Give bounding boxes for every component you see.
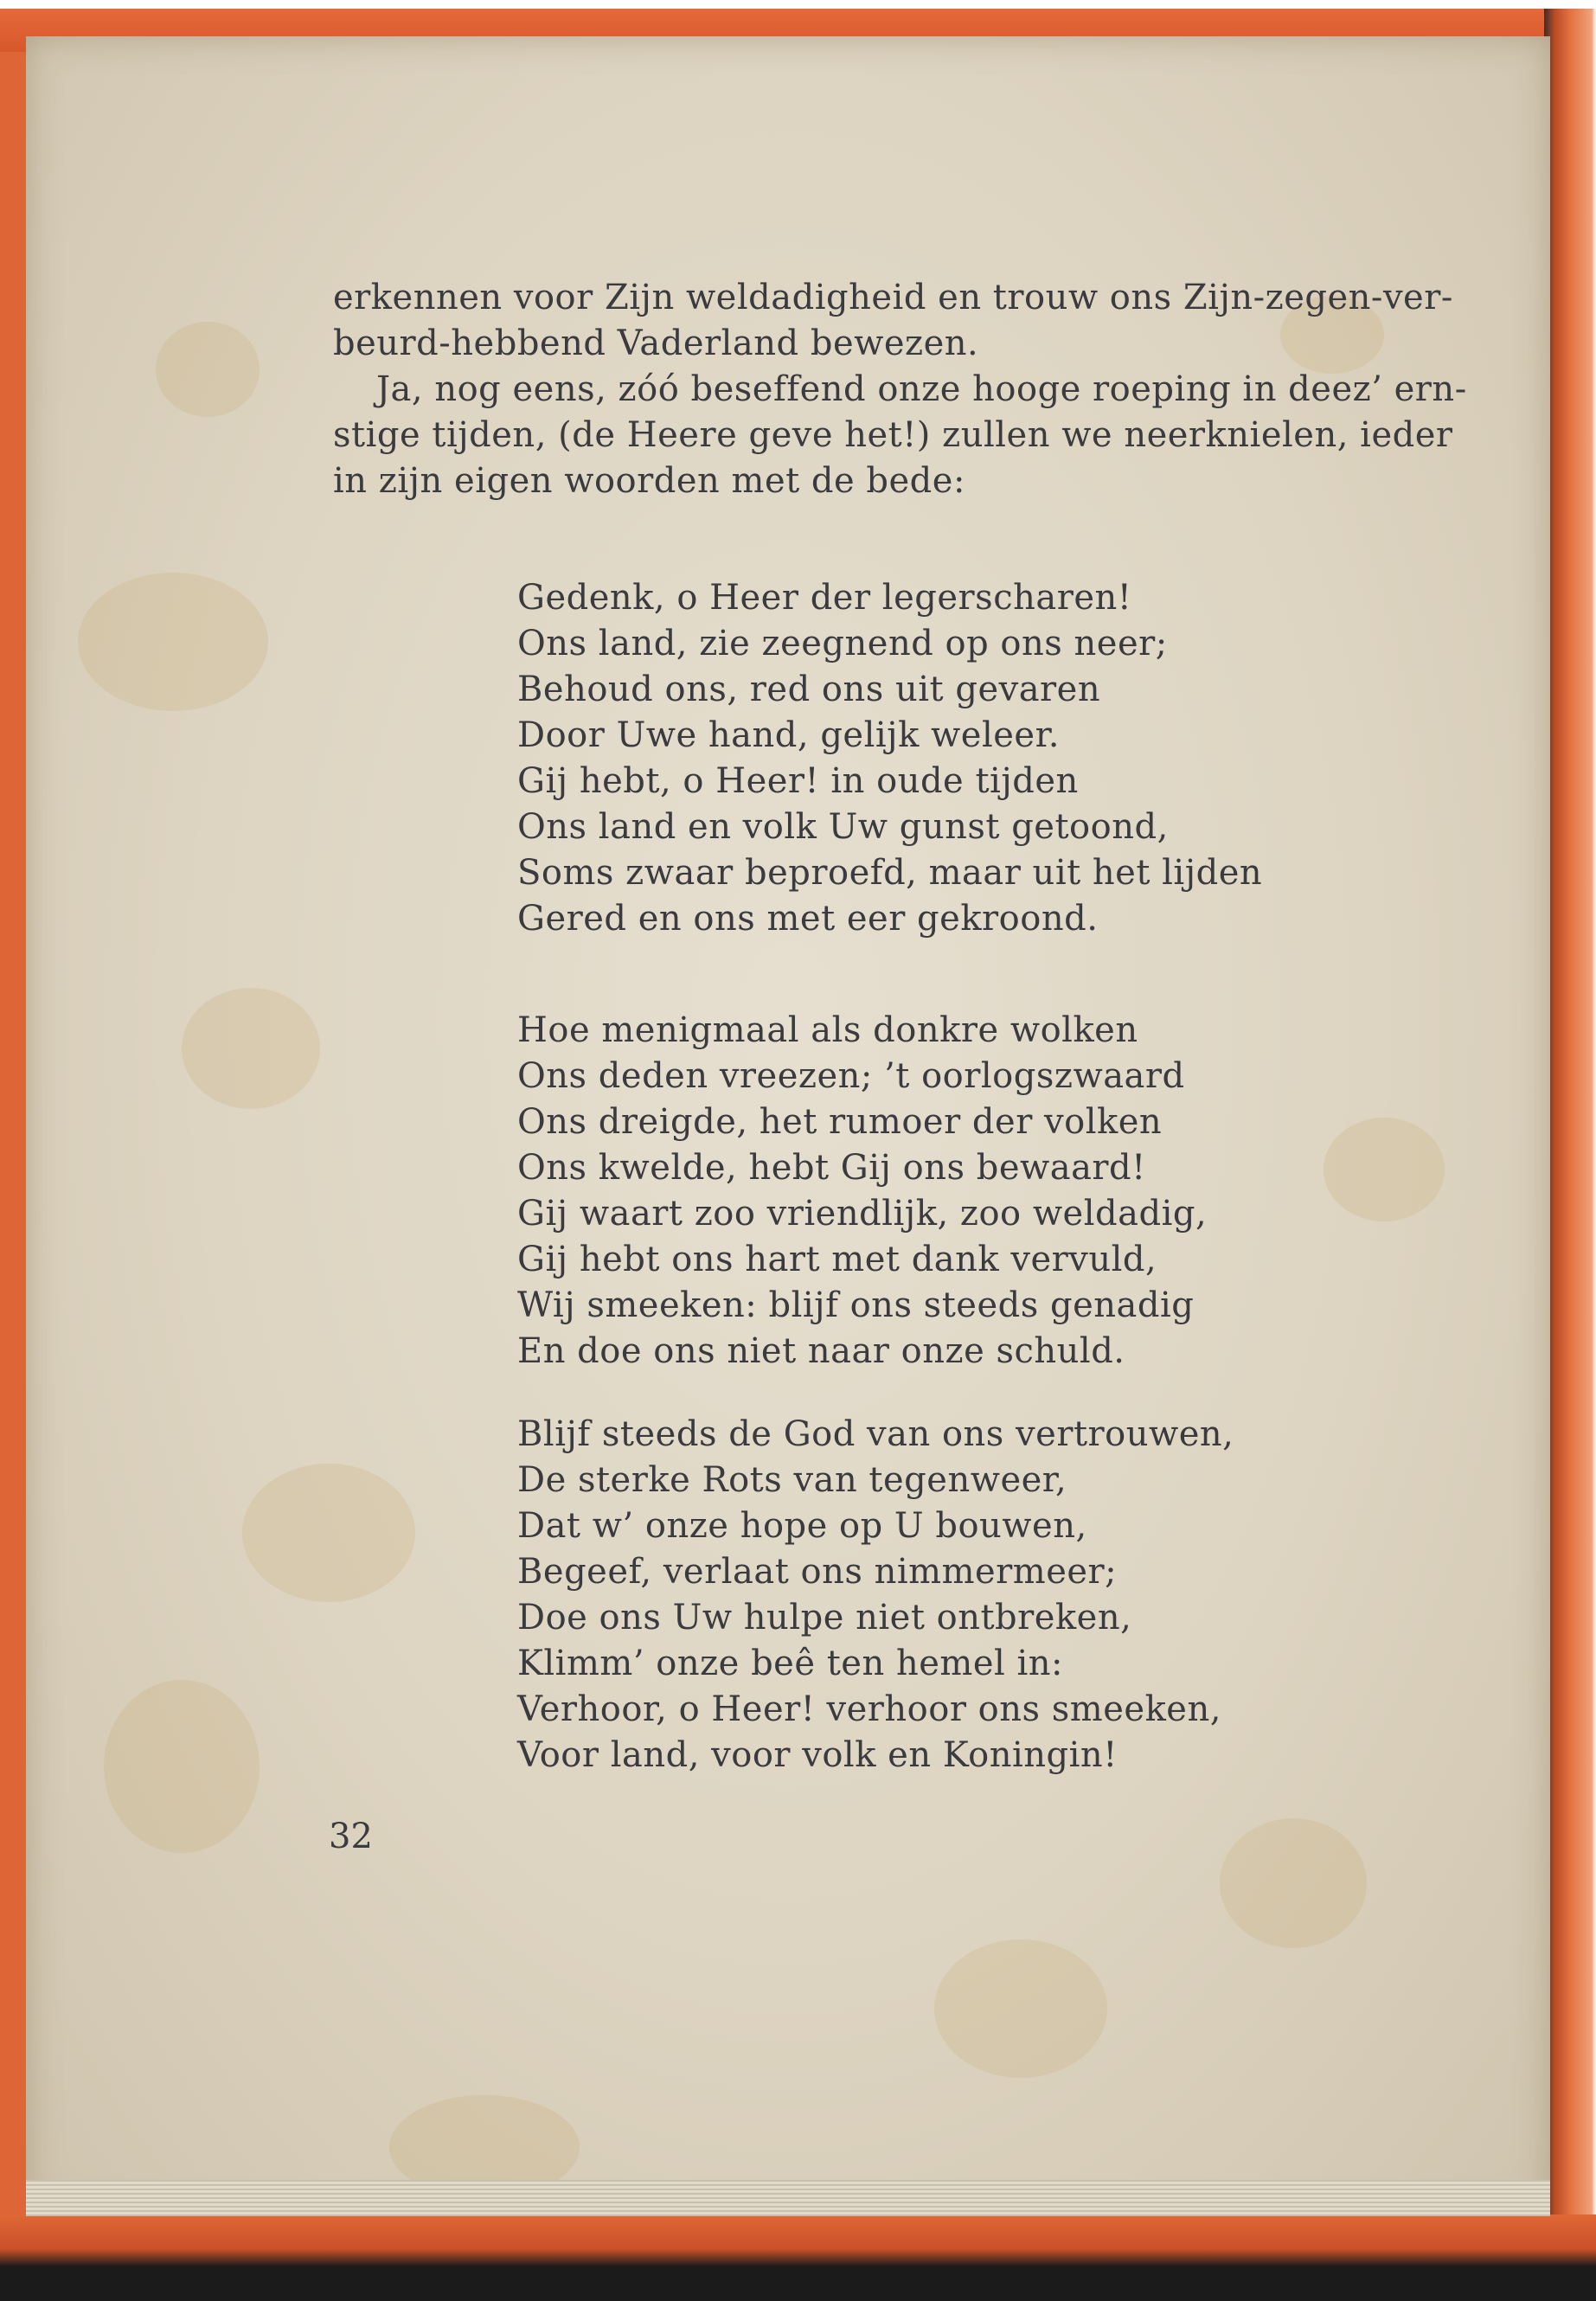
poem-line: Door Uwe hand, gelijk weleer. bbox=[517, 715, 1061, 755]
poem-line: Ons kwelde, hebt Gij ons bewaard! bbox=[517, 1148, 1146, 1188]
poem-line: Begeef, verlaat ons nimmermeer; bbox=[517, 1552, 1118, 1592]
poem-stanza-1 bbox=[517, 575, 1382, 942]
poem-line: Blijf steeds de God van ons vertrouwen, bbox=[517, 1414, 1234, 1454]
poem-stanza-3 bbox=[517, 1412, 1382, 1779]
poem-line: En doe ons niet naar onze schuld. bbox=[517, 1331, 1125, 1371]
poem-line: Klimm’ onze beê ten hemel in: bbox=[517, 1644, 1064, 1683]
prose-line: erkennen voor Zijn weldadigheid en trouw ons Zijn-zegen-ver- bbox=[333, 278, 1453, 317]
poem-line: Gij hebt, o Heer! in oude tijden bbox=[517, 761, 1079, 801]
poem-line: Doe ons Uw hulpe niet ontbreken, bbox=[517, 1598, 1132, 1638]
foxing-stain bbox=[242, 1464, 415, 1602]
foxing-stain bbox=[934, 1939, 1107, 2078]
book-cover-bottom-edge bbox=[0, 2214, 1596, 2301]
page-number: 32 bbox=[329, 1817, 373, 1856]
poem-line: Dat w’ onze hope op U bouwen, bbox=[517, 1506, 1087, 1546]
poem-line: Behoud ons, red ons uit gevaren bbox=[517, 670, 1101, 709]
poem-line: Verhoor, o Heer! verhoor ons smeeken, bbox=[517, 1689, 1221, 1729]
poem-line: Ons deden vreezen; ’t oorlogszwaard bbox=[517, 1056, 1185, 1096]
prose-line: Ja, nog eens, zóó beseffend onze hooge roeping in deez’ ern- bbox=[376, 369, 1467, 409]
poem-stanza-2 bbox=[517, 1008, 1382, 1375]
poem-line: Hoe menigmaal als donkre wolken bbox=[517, 1010, 1138, 1050]
poem-line: Gij hebt ons hart met dank vervuld, bbox=[517, 1240, 1157, 1279]
page-edges bbox=[26, 2180, 1550, 2216]
foxing-stain bbox=[78, 573, 268, 711]
prose-line: beurd-hebbend Vaderland bewezen. bbox=[333, 324, 979, 363]
poem-line: Soms zwaar beproefd, maar uit het lijden bbox=[517, 853, 1263, 893]
poem-line: Ons land, zie zeegnend op ons neer; bbox=[517, 624, 1168, 663]
poem-line: De sterke Rots van tegenweer, bbox=[517, 1460, 1067, 1500]
poem-line: Gij waart zoo vriendlijk, zoo weldadig, bbox=[517, 1194, 1208, 1234]
foxing-stain bbox=[1220, 1818, 1367, 1948]
prose-paragraph bbox=[333, 275, 1467, 504]
foxing-stain bbox=[104, 1680, 260, 1853]
foxing-stain bbox=[182, 988, 320, 1109]
prose-line: stige tijden, (de Heere geve het!) zullen we neerknielen, ieder bbox=[333, 415, 1453, 455]
book-cover-spine-edge bbox=[1544, 9, 1596, 2223]
poem-line: Gedenk, o Heer der legerscharen! bbox=[517, 578, 1132, 618]
poem-line: Voor land, voor volk en Koningin! bbox=[517, 1735, 1118, 1775]
foxing-stain bbox=[156, 322, 260, 417]
poem-line: Ons land en volk Uw gunst getoond, bbox=[517, 807, 1169, 847]
poem-line: Ons dreigde, het rumoer der volken bbox=[517, 1102, 1163, 1142]
poem-line: Wij smeeken: blijf ons steeds genadig bbox=[517, 1285, 1195, 1325]
prose-line: in zijn eigen woorden met de bede: bbox=[333, 461, 965, 501]
poem-line: Gered en ons met eer gekroond. bbox=[517, 899, 1099, 939]
